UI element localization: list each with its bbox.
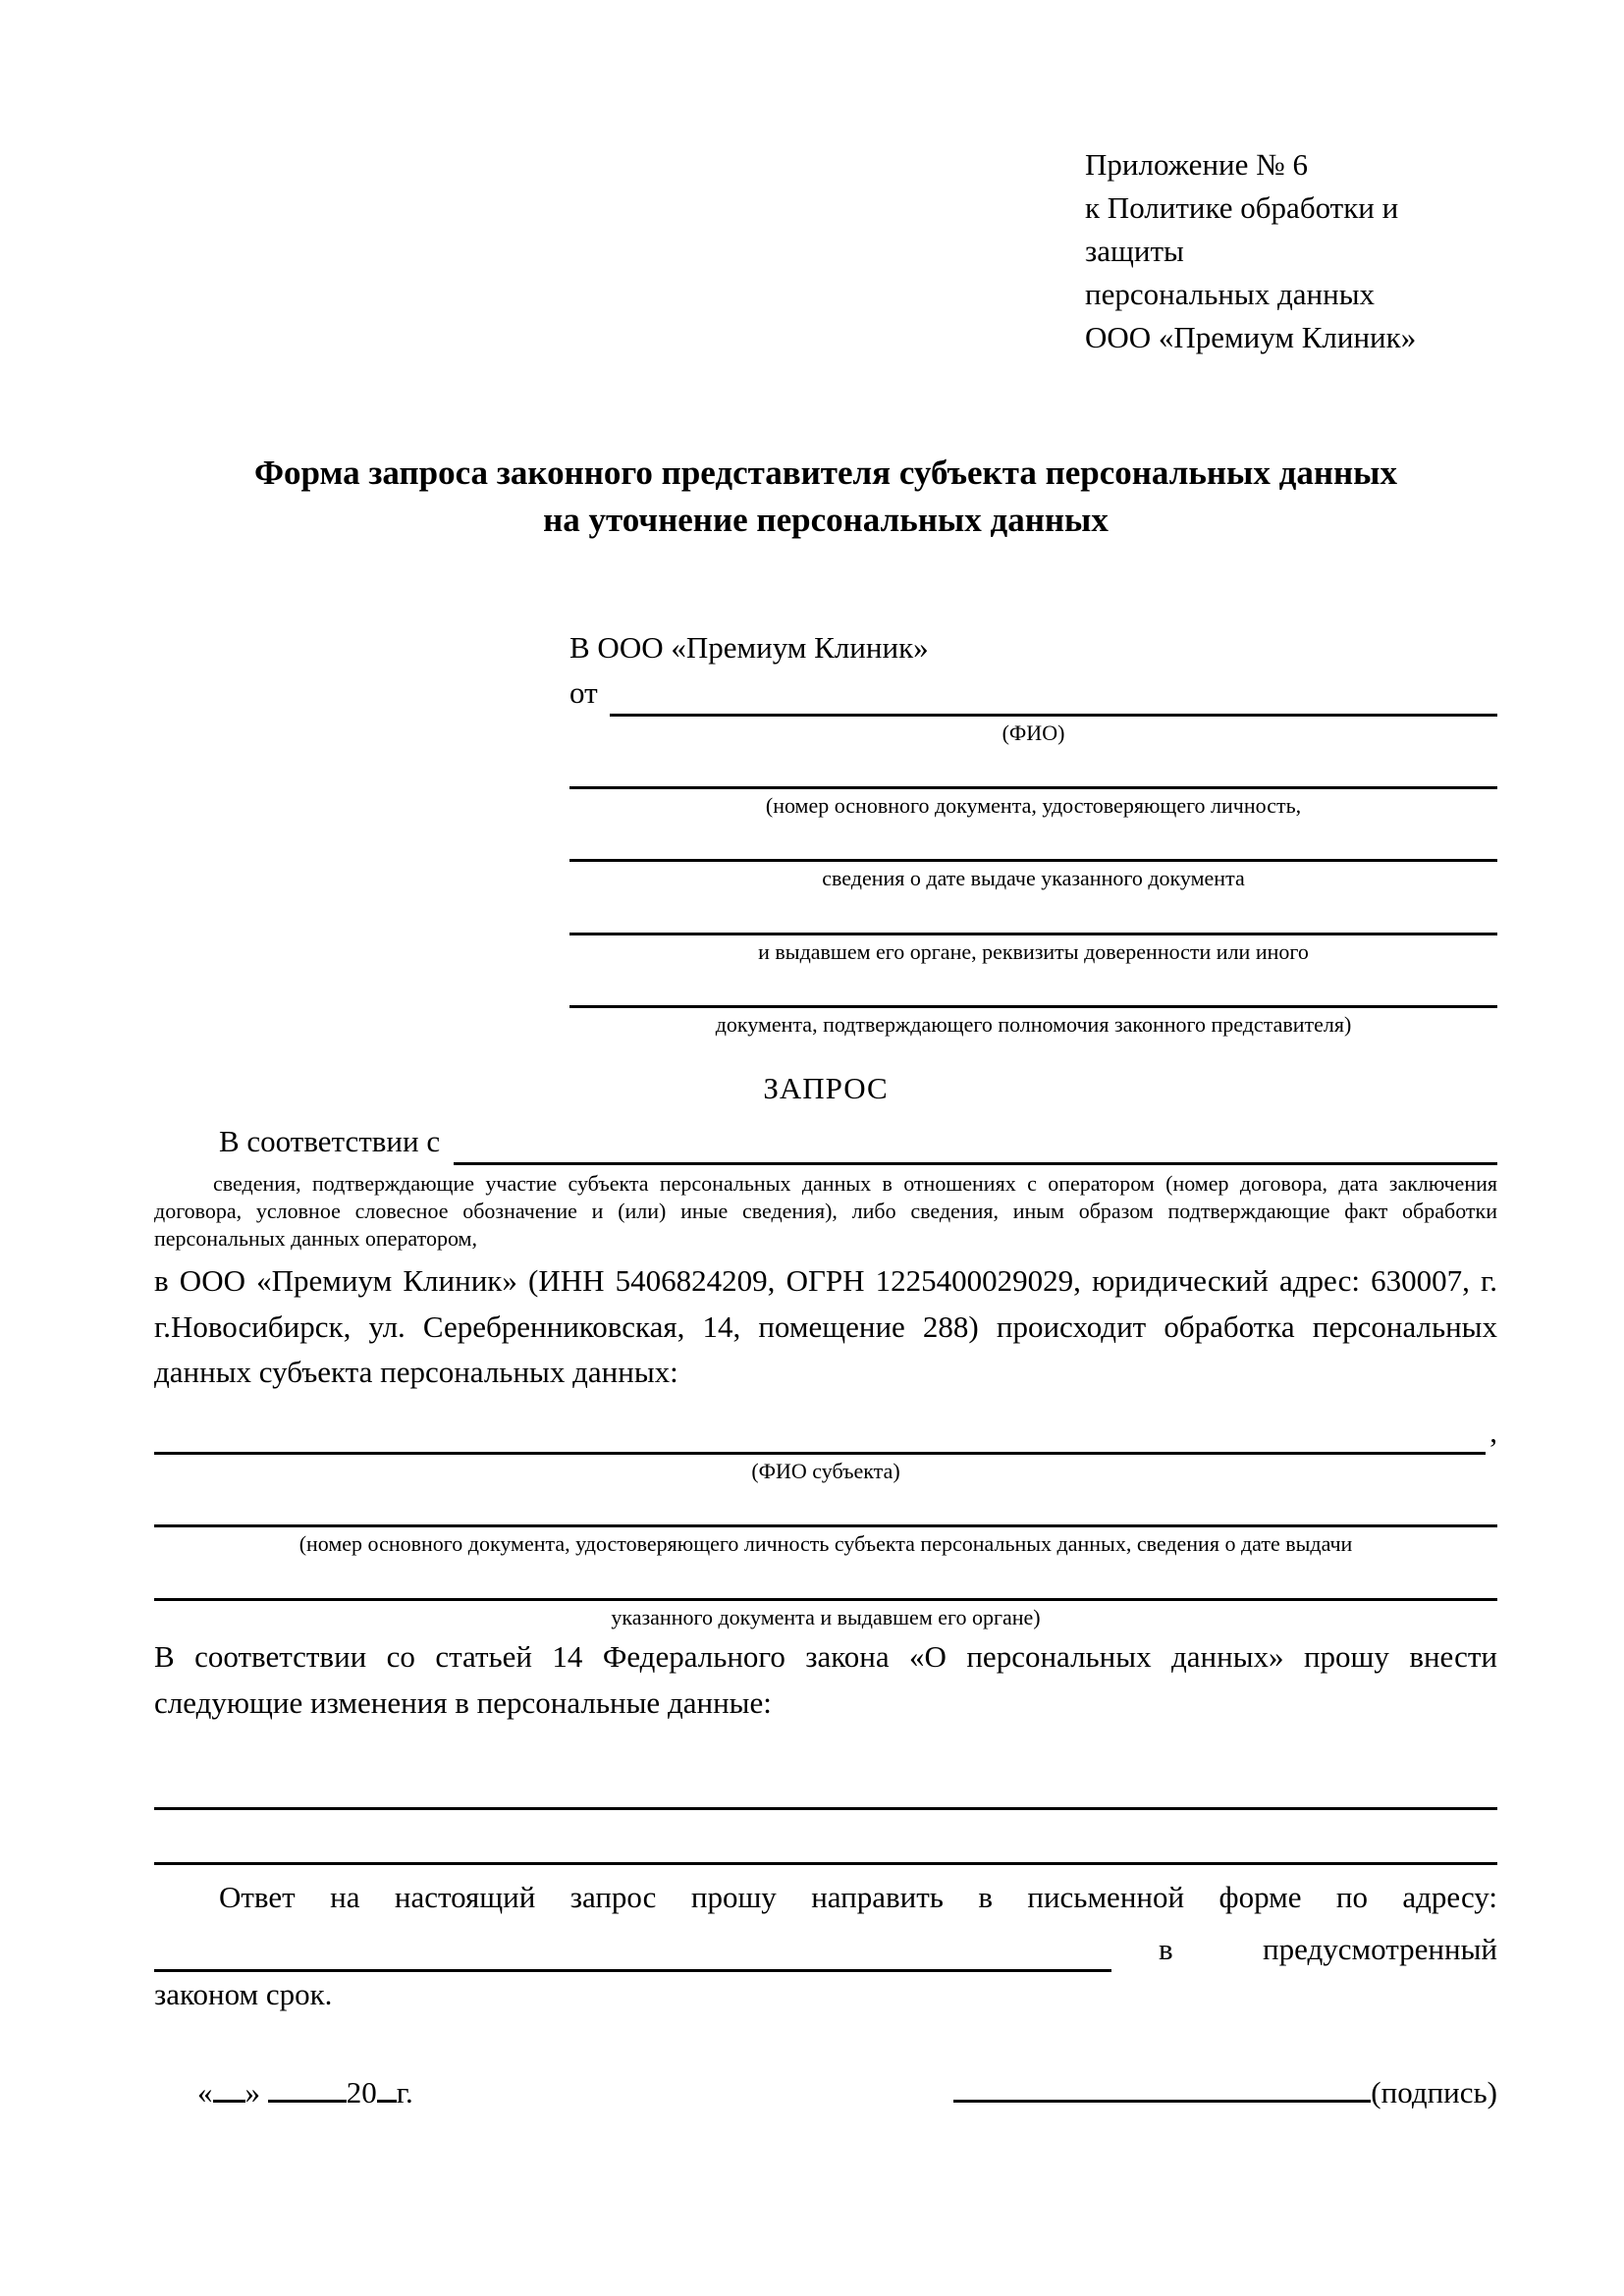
appendix-header <box>1085 143 1497 359</box>
representative-doc-caption-4: документа, подтверждающего полномочия законного представителя) <box>715 1012 1352 1038</box>
subject-doc-caption-1: (номер основного документа, удостоверяющего личность субъекта персональных данных, сведения о дате выдачи <box>298 1531 1353 1557</box>
law-paragraph: В соответствии со статьей 14 Федерального закона «О персональных данных» прошу внести следующие изменения в персональные данные: <box>154 1639 1497 1720</box>
subject-doc-blank-field-2 <box>154 1558 1497 1601</box>
date-year-blank-field <box>377 2069 397 2103</box>
subject-fio-comma: , <box>1489 1414 1497 1449</box>
subject-doc-blank-field-1 <box>154 1484 1497 1527</box>
appendix-number: Приложение № 6 <box>1085 147 1308 182</box>
addressee-block <box>569 625 1497 1039</box>
representative-doc-caption-3: и выдавшем его органе, реквизиты доверенности или иного <box>758 938 1309 964</box>
answer-tail: законом срок. <box>154 1977 333 2012</box>
representative-doc-blank-field-2 <box>569 819 1497 862</box>
relation-proof-blank-field <box>454 1126 1497 1165</box>
answer-address-row <box>154 1927 1497 1973</box>
document-title-line1: Форма запроса законного представителя субъекта персональных данных <box>254 454 1397 493</box>
appendix-policy-line1: к Политике обработки и защиты <box>1085 190 1399 269</box>
relation-proof-footnote: сведения, подтверждающие участие субъекта персональных данных в отношениях с оператором (номер договора, дата заключения договора, условное словесное обозначение и (или) иные сведения), либо сведения, иным образом подтверждающие факт обработки персональных данных оператором, <box>154 1170 1497 1251</box>
representative-doc-blank-field-1 <box>569 746 1497 789</box>
subject-fio-blank-field <box>154 1415 1486 1455</box>
subject-doc-caption-2: указанного документа и выдавшем его органе) <box>611 1604 1041 1629</box>
request-heading: ЗАПРОС <box>763 1070 889 1105</box>
date-quote-close: » <box>244 2074 260 2109</box>
document-title <box>154 450 1497 545</box>
answer-address-blank-field <box>154 1933 1111 1972</box>
signature-blank-field <box>953 2069 1371 2103</box>
answer-intro: Ответ на настоящий запрос прошу направить в письменной форме по адресу: <box>219 1880 1497 1915</box>
appendix-policy-line2: персональных данных <box>1085 277 1376 312</box>
date-year-suffix: г. <box>396 2074 413 2109</box>
addressee-to: В ООО «Премиум Клиник» <box>569 629 929 665</box>
changes-blank-field-2 <box>154 1822 1497 1865</box>
date-month-blank-field <box>268 2069 347 2103</box>
representative-doc-caption-1: (номер основного документа, удостоверяющего личность, <box>765 793 1302 819</box>
according-prefix: В соответствии с <box>219 1124 441 1159</box>
document-title-line2: на уточнение персональных данных <box>543 501 1109 540</box>
operator-paragraph: в ООО «Премиум Клиник» (ИНН 5406824209, ОГРН 1225400029029, юридический адрес: 630007, г. г.Новосибирск, ул. Серебренниковская, 14, помещение 288) происходит обработка персональных данных субъекта персональных данных: <box>154 1263 1497 1390</box>
date-day-blank-field <box>213 2069 245 2103</box>
appendix-company: ООО «Премиум Клиник» <box>1085 320 1417 355</box>
footer-row <box>154 2069 1497 2116</box>
from-name-blank-field <box>610 677 1497 717</box>
signature-group <box>953 2069 1497 2116</box>
signature-caption: (подпись) <box>1371 2074 1497 2109</box>
from-label: от <box>569 675 598 711</box>
date-group <box>154 2069 413 2116</box>
subject-fio-row <box>154 1410 1497 1456</box>
according-row <box>154 1119 1497 1165</box>
date-quote-open: « <box>197 2074 213 2109</box>
representative-doc-caption-2: сведения о дате выдаче указанного документа <box>822 866 1245 891</box>
changes-blank-field-1 <box>154 1767 1497 1810</box>
representative-doc-blank-field-4 <box>569 965 1497 1008</box>
answer-in-word: в <box>1159 1931 1173 1966</box>
subject-fio-caption: (ФИО субъекта) <box>751 1459 900 1484</box>
representative-doc-blank-field-3 <box>569 892 1497 935</box>
date-year-prefix: 20 <box>346 2074 377 2109</box>
answer-right-word: предусмотренный <box>1263 1931 1497 1966</box>
from-row <box>569 670 1497 717</box>
fio-caption: (ФИО) <box>1001 720 1065 745</box>
